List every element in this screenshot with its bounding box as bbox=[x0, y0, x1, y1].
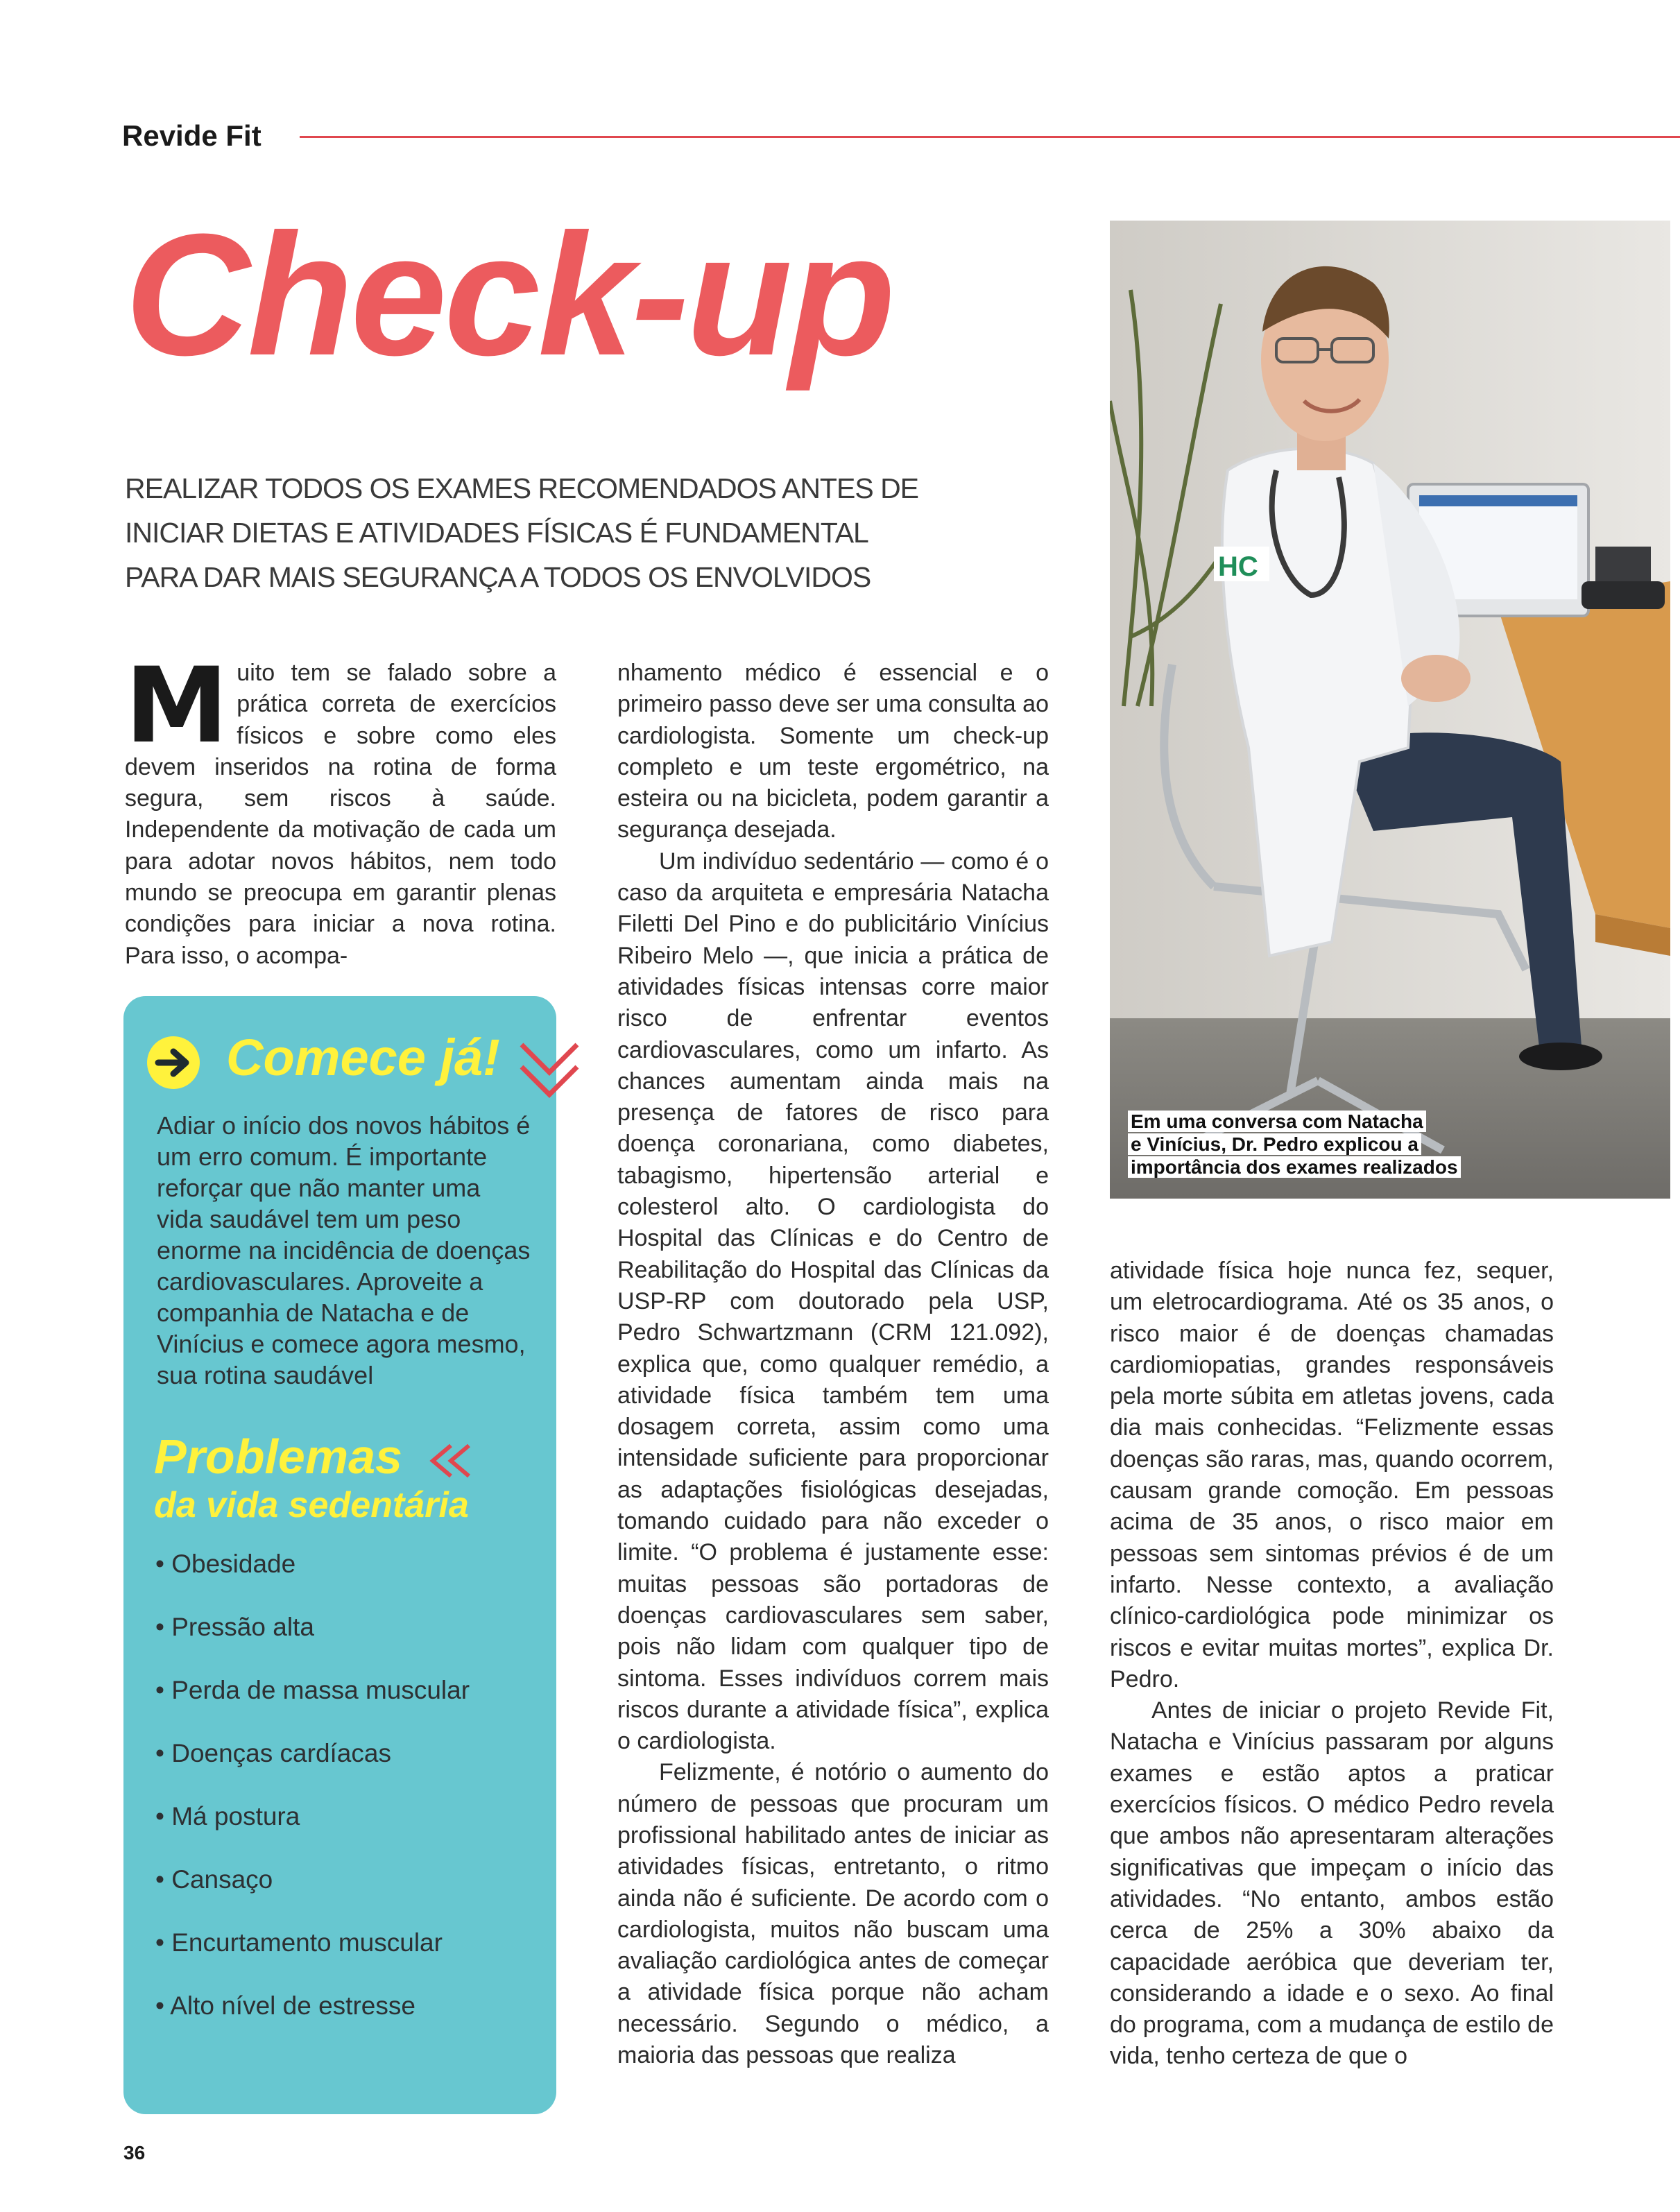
photo-caption bbox=[1128, 1110, 1475, 1178]
problems-subtitle: da vida sedentária bbox=[154, 1485, 469, 1525]
sidebar-title: Comece já! bbox=[226, 1029, 500, 1086]
chevron-down-icon bbox=[515, 1031, 584, 1107]
list-item: • Má postura bbox=[155, 1802, 300, 1831]
section-label: Revide Fit bbox=[122, 119, 262, 152]
list-item: • Cansaço bbox=[155, 1865, 273, 1894]
caption-line: importância dos exames realizados bbox=[1128, 1156, 1461, 1178]
caption-line: e Vinícius, Dr. Pedro explicou a bbox=[1128, 1133, 1421, 1155]
deck-line: PARA DAR MAIS SEGURANÇA A TODOS OS ENVOLVIDOS bbox=[125, 561, 871, 593]
deck-line: INICIAR DIETAS E ATIVIDADES FÍSICAS É FUNDAMENTAL bbox=[125, 517, 868, 549]
article-paragraph: uito tem se falado sobre a prática correta de exercícios físicos e sobre como eles devem inseridos na rotina de forma segura, sem riscos à saúde. Independente da motivação de cada um para adotar novos hábitos, nem todo mundo se preocupa em garantir plenas condições para iniciar a nova rotina. Para isso, o acompa- bbox=[125, 660, 556, 969]
arrow-right-icon bbox=[146, 1035, 201, 1090]
doctor-illustration bbox=[1110, 221, 1670, 1199]
article-paragraph: Antes de iniciar o projeto Revide Fit, Natacha e Vinícius passaram por alguns exames e estão aptos a praticar exercícios físicos. O médico Pedro revela que ambos não apresentaram alterações significativas que impeçam o início das atividades. “No entanto, ambos estão cerca de 25% a 30% abaixo da capacidade aeróbica que deveriam ter, considerando a idade e o sexo. Ao final do programa, com a mudança de estilo de vida, tenho certeza de que o bbox=[1110, 1697, 1554, 2070]
article-paragraph: Um indivíduo sedentário — como é o caso da arquiteta e empresária Natacha Filetti Del Pino e do publicitário Vinícius Ribeiro Melo —, que inicia a prática de atividades físicas intensas corre maior risco de enfrentar eventos cardiovasculares, como um infarto. As chances aumentam ainda mais na presença de fatores de risco para doença coronariana, como diabetes, tabagismo, hipertensão arterial e colesterol alto. O cardiologista do Hospital das Clínicas e do Centro de Reabilitação do Hospital das Clínicas da USP-RP com doutorado pela USP, Pedro Schwartzmann (CRM 121.092), explica que, como qualquer remédio, a atividade física também tem uma dosagem correta, assim como uma intensidade suficiente para proporcionar as adaptações fisiológicas desejadas, tomando cuidado para não exceder o limite. “O problema é justamente esse: muitas pessoas são portadoras de doenças cardiovasculares sem saber, pois não lidam com qualquer tipo de sintoma. Esses indivíduos correm mais riscos durante a atividade física”, explica o cardiologista. bbox=[617, 848, 1049, 1755]
list-item: • Perda de massa muscular bbox=[155, 1676, 470, 1704]
article-column-3 bbox=[1110, 1255, 1554, 2073]
article-paragraph: Felizmente, é notório o aumento do número de pessoas que procuram um profissional habilitado antes de iniciar as atividades físicas, entretanto, o ritmo ainda não é suficiente. De acordo com o cardiologista, muitos não buscam uma avaliação cardiológica antes de começar a atividade física porque não acham necessário. Segundo o médico, a maioria das pessoas que realiza bbox=[617, 1759, 1049, 2069]
list-item: • Encurtamento muscular bbox=[155, 1928, 443, 1957]
deck bbox=[125, 466, 919, 599]
article-paragraph: nhamento médico é essencial e o primeiro passo deve ser uma consulta ao cardiologista. Somente um check-up completo e um teste ergométrico, na esteira ou na bicicleta, podem garantir a segurança desejada. bbox=[617, 660, 1049, 843]
sidebar-text: Adiar o início dos novos hábitos é um erro comum. É importante reforçar que não manter uma vida saudável tem um peso enorme na incidência de doenças cardiovasculares. Aproveite a companhia de Natacha e de Vinícius e comece agora mesmo, sua rotina saudável bbox=[157, 1111, 531, 1389]
article-column-1 bbox=[125, 646, 556, 972]
section-rule bbox=[300, 136, 1680, 138]
doctor-photo bbox=[1110, 221, 1670, 1199]
problem-list bbox=[155, 1548, 470, 2053]
drop-cap: M bbox=[125, 646, 229, 766]
chevron-left-icon bbox=[426, 1441, 474, 1480]
article-column-2 bbox=[617, 658, 1049, 2071]
list-item: • Doenças cardíacas bbox=[155, 1739, 391, 1767]
list-item: • Obesidade bbox=[155, 1550, 296, 1578]
article-paragraph: atividade física hoje nunca fez, sequer, um eletrocardiograma. Até os 35 anos, o risco maior é de doenças chamadas cardiomiopatias, grandes responsáveis pela morte súbita em atletas jovens, cada dia mais conhecidas. “Felizmente essas doenças são raras, mas, quando ocorrem, causam grande comoção. Em pessoas acima de 35 anos, o risco maior em pessoas sem sintomas prévios é de um infarto. Nesse contexto, a avaliação clínico-cardiológica pode minimizar os riscos e evitar muitas mortes”, explica Dr. Pedro. bbox=[1110, 1258, 1554, 1692]
list-item: • Alto nível de estresse bbox=[155, 1991, 415, 2020]
problems-title: Problemas bbox=[154, 1430, 402, 1484]
headline: Check-up bbox=[125, 198, 893, 391]
caption-line: Em uma conversa com Natacha bbox=[1128, 1111, 1426, 1132]
page-number: 36 bbox=[123, 2142, 146, 2163]
coat-logo-text: HC bbox=[1218, 551, 1258, 582]
deck-line: REALIZAR TODOS OS EXAMES RECOMENDADOS ANTES DE bbox=[125, 472, 919, 504]
list-item: • Pressão alta bbox=[155, 1613, 314, 1641]
